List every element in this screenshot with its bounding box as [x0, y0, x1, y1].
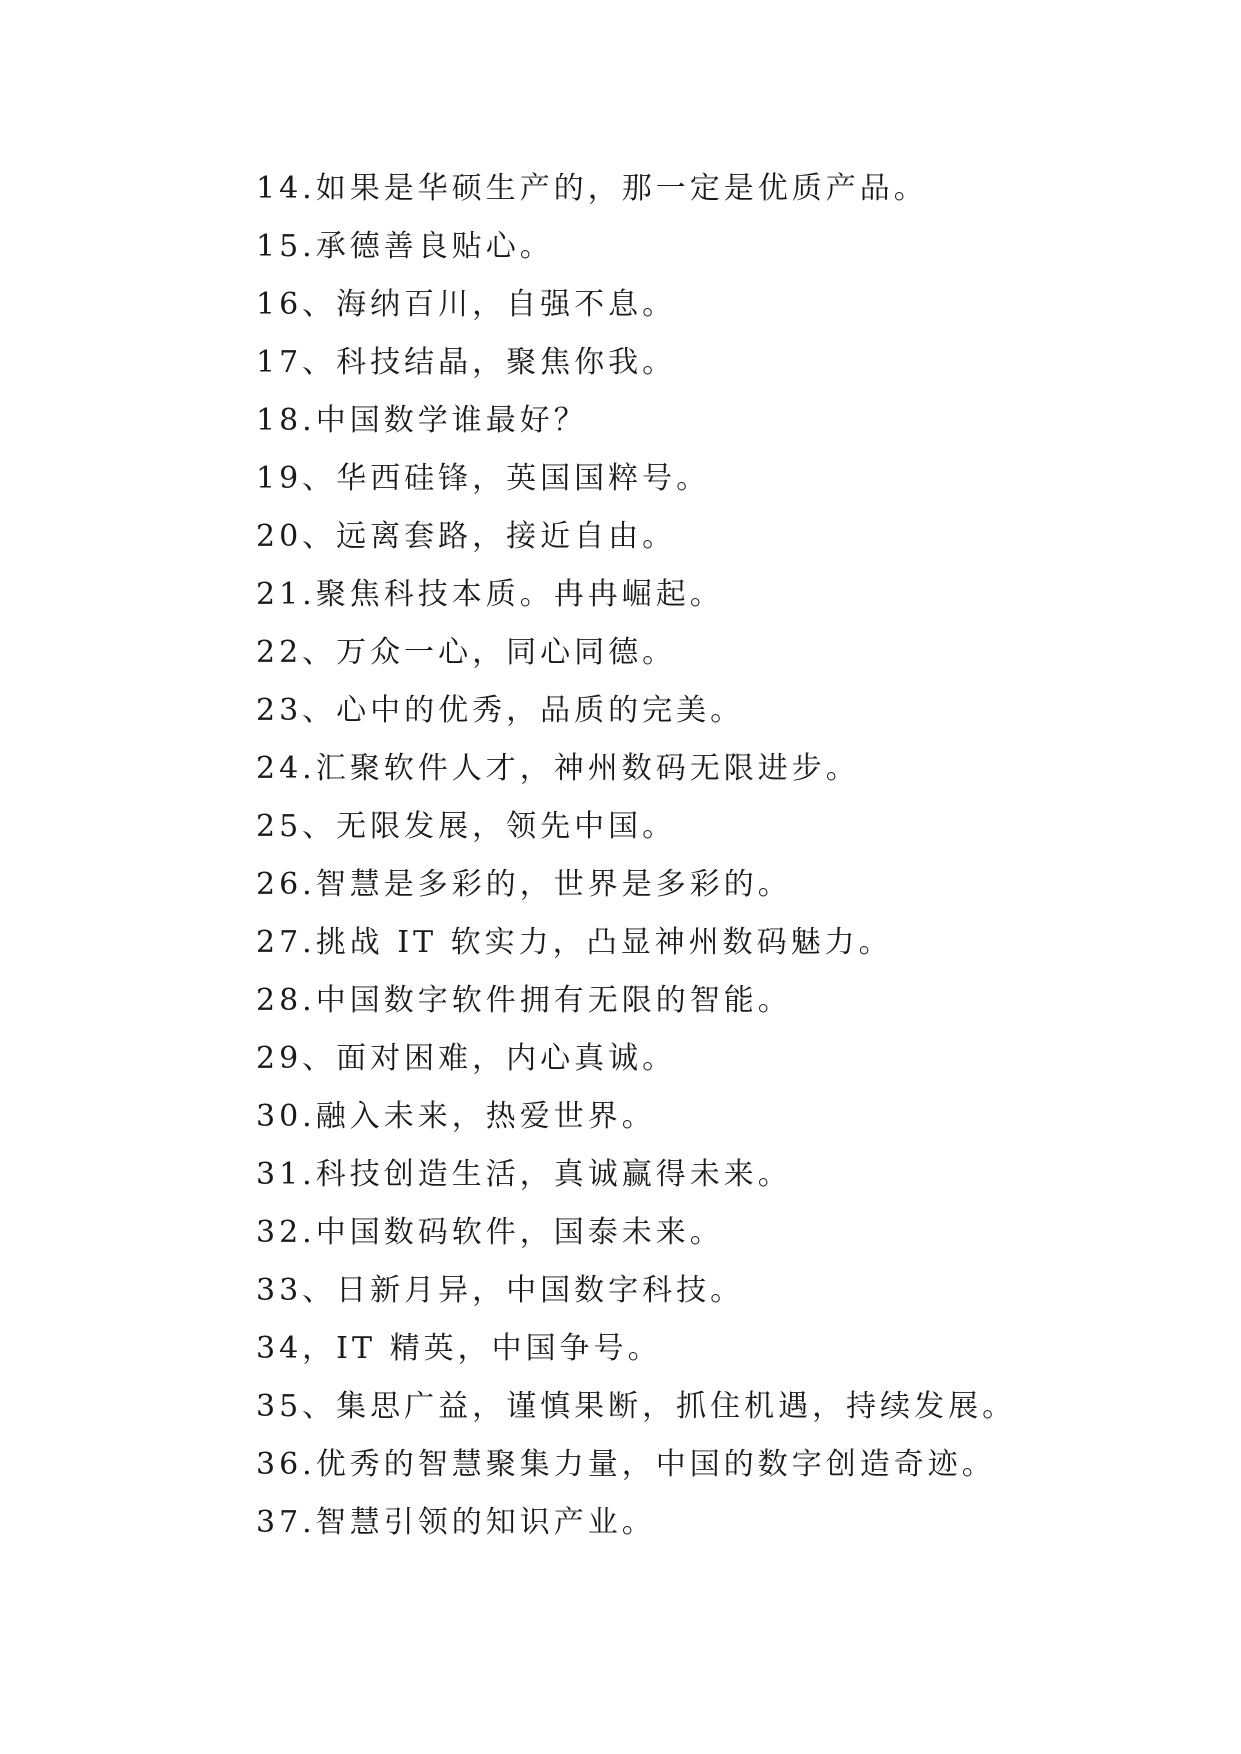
- list-item: 23、心中的优秀，品质的完美。: [256, 693, 745, 728]
- list-item: 16、海纳百川，自强不息。: [256, 287, 677, 322]
- list-item: 36.优秀的智慧聚集力量，中国的数字创造奇迹。: [256, 1447, 996, 1482]
- list-item: 14.如果是华硕生产的，那一定是优质产品。: [256, 171, 928, 206]
- list-item: 25、无限发展，领先中国。: [256, 809, 677, 844]
- list-item: 15.承德善良贴心。: [256, 229, 554, 264]
- list-item: 19、华西硅锋，英国国粹号。: [256, 461, 711, 496]
- list-item: 21.聚焦科技本质。冉冉崛起。: [256, 577, 724, 612]
- list-item: 34，IT 精英，中国争号。: [256, 1331, 662, 1366]
- list-item: 22、万众一心，同心同德。: [256, 635, 677, 670]
- list-item: 33、日新月异，中国数字科技。: [256, 1273, 745, 1308]
- list-item: 35、集思广益，谨慎果断，抓住机遇，持续发展。: [256, 1389, 1017, 1424]
- list-item: 26.智慧是多彩的，世界是多彩的。: [256, 867, 792, 902]
- list-item: 28.中国数字软件拥有无限的智能。: [256, 983, 792, 1018]
- list-item: 30.融入未来，热爱世界。: [256, 1099, 656, 1134]
- list-item: 17、科技结晶，聚焦你我。: [256, 345, 677, 380]
- list-item: 18.中国数学谁最好？: [256, 403, 588, 438]
- list-item: 24.汇聚软件人才，神州数码无限进步。: [256, 751, 860, 786]
- list-item: 20、远离套路，接近自由。: [256, 519, 677, 554]
- list-item: 29、面对困难，内心真诚。: [256, 1041, 677, 1076]
- list-item: 31.科技创造生活，真诚赢得未来。: [256, 1157, 792, 1192]
- slogan-list: [256, 160, 1016, 1552]
- list-item: 32.中国数码软件，国泰未来。: [256, 1215, 724, 1250]
- list-item: 37.智慧引领的知识产业。: [256, 1505, 656, 1540]
- list-item: 27.挑战 IT 软实力，凸显神州数码魅力。: [256, 925, 893, 960]
